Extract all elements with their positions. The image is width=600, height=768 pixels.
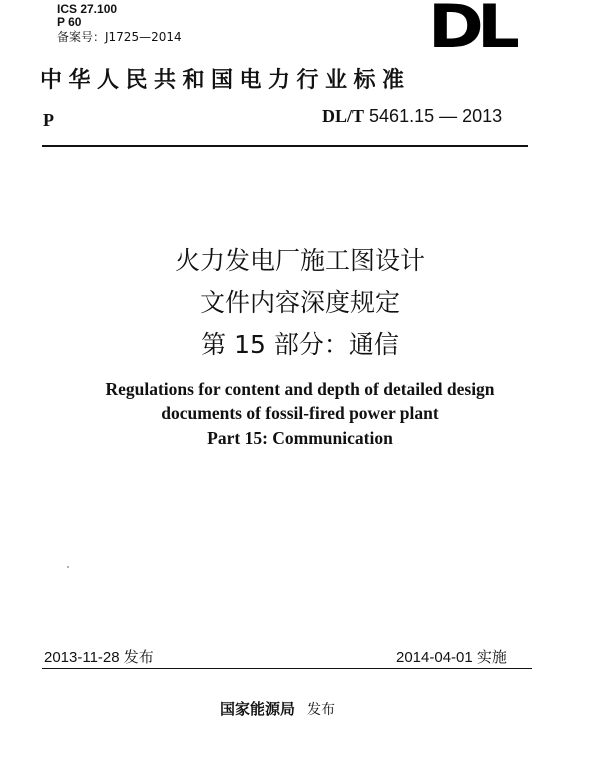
issuer [220, 698, 335, 719]
filing-number: 备案号：J1725—2014 [57, 30, 182, 44]
issuer-action: 发布 [307, 702, 336, 718]
scan-speck [67, 566, 69, 568]
standard-number [322, 106, 502, 127]
en-title-line-3: Part 15: Communication [207, 428, 393, 448]
en-title-line-1: Regulations for content and depth of detailed design [105, 379, 495, 399]
en-title-line-2: documents of fossil-fired power plant [161, 403, 439, 423]
issue-date: 2013-11-28 发布 [44, 649, 154, 666]
implement-date: 2014-04-01 实施 [396, 649, 507, 666]
standard-number-prefix: DL/T [322, 106, 365, 126]
top-rule [42, 145, 528, 147]
cn-title-line-3: 第 15 部分：通信 [201, 330, 399, 359]
standard-name: 中华人民共和国电力行业标准 [40, 67, 411, 93]
issuer-org: 国家能源局 [220, 700, 296, 718]
ics-code: ICS 27.100 [57, 2, 118, 16]
standard-number-value: 5461.15 — 2013 [369, 106, 503, 126]
ccs-code: P 60 [57, 15, 82, 29]
cn-title-line-1: 火力发电厂施工图设计 [174, 246, 425, 275]
dl-logo: DL [428, 0, 514, 62]
bottom-rule [42, 668, 532, 669]
classification-code: P [43, 110, 54, 130]
cn-title-line-2: 文件内容深度规定 [199, 288, 400, 317]
